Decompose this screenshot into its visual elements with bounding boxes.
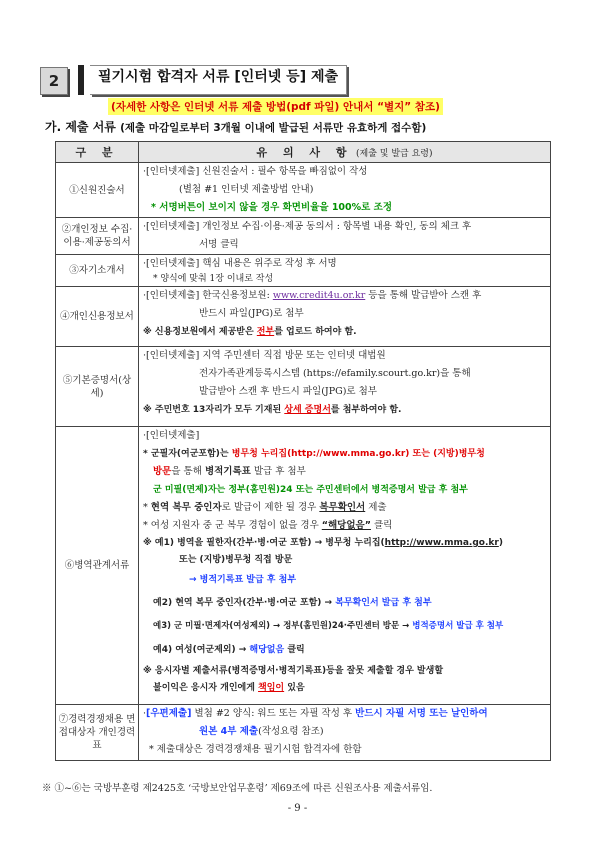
row-notes: ·[인터넷제출] 한국신용정보원: www.credit4u.or.kr 등을 통해 발급받아 스캔 후 반드시 파일(JPG)로 첨부 ※ 신용정보원에서 제공받은 전부를 업로드 하여야 함. — [139, 287, 551, 347]
table-row — [56, 705, 551, 761]
row-notes: ·[우편제출] 별첨 #2 양식: 워드 또는 자필 작성 후 반드시 자필 서명 또는 날인하여 원본 4부 제출(작성요령 참조) * 제출대상은 경력경쟁채용 필기시험 합격자에 한함 — [139, 705, 551, 761]
row-category: ⑦경력경쟁채용 면접대상자 개인경력표 — [56, 705, 139, 761]
footnote: ※ ①~⑥는 국방부훈령 제2425호 ‘국방보안업무훈령’ 제69조에 따른 신원조사용 제출서류임. — [42, 783, 433, 794]
page-number: - 9 - — [287, 803, 308, 814]
documents-table — [55, 141, 551, 761]
table-row — [56, 255, 551, 287]
table-row — [56, 287, 551, 347]
notice-banner: (자세한 사항은 인터넷 서류 제출 방법(pdf 파일) 안내서 “별지” 참조) — [108, 98, 443, 115]
header-notes: 유 의 사 항 (제출 및 발급 요령) — [139, 142, 551, 163]
header-category: 구 분 — [56, 142, 139, 163]
mma-link[interactable]: http://www.mma.go.kr — [384, 538, 499, 548]
section-number: 2 — [40, 67, 68, 95]
row-notes: ·[인터넷제출] * 군필자(여군포함)는 병무청 누리집(http://www.mma.go.kr) 또는 (지방)병무청 방문을 통해 병적기록표 발급 후 첨부 군 미필(면제)자는 정부(홈민원)24 또는 주민센터에서 병적증명서 발급 후 첨부 * 현역 복무 중인자로 발급이 제한 될 경우 복무확인서 제출 * 여성 지원자 중 군 복무 경험이 없을 경우 “해당없음” 클릭 ※ 예1) 병역을 필한자(간부·병·여군 포함) → 병무청 누리집(http://www.mma.go.kr) 또는 (지방)병무청 직접 방문 → 병적기록표 발급 후 첨부 예2) 현역 복무 중인자(간부·병·여군 포함) → 복무확인서 발급 후 첨부 예3) 군 미필·면제자(여성제외) → 정부(홈민원)24·주민센터 방문 → 병적증명서 발급 후 첨부 예4) 여성(여군제외) → 해당없음 클릭 ※ 응시자별 제출서류(병적증명서·병적기록표)등을 잘못 제출할 경우 발생할 불이익은 응시자 개인에게 책임이 있음 — [139, 427, 551, 705]
subheading — [45, 118, 426, 135]
row-category: ②개인정보 수집·이용·제공동의서 — [56, 218, 139, 255]
table-row — [56, 163, 551, 218]
row-notes: ·[인터넷제출] 핵심 내용은 위주로 작성 후 서명 * 양식에 맞춰 1장 이내로 작성 — [139, 255, 551, 287]
row-notes: ·[인터넷제출] 개인정보 수집·이용·제공 동의서 : 항목별 내용 확인, 동의 체크 후 서명 클릭 — [139, 218, 551, 255]
section-title: 필기시험 합격자 서류 [인터넷 등] 제출 — [90, 65, 347, 95]
table-row — [56, 218, 551, 255]
section-header — [40, 65, 360, 95]
row-category: ①신원진술서 — [56, 163, 139, 218]
row-category: ⑥병역관계서류 — [56, 427, 139, 705]
row-category: ④개인신용정보서 — [56, 287, 139, 347]
table-row — [56, 427, 551, 705]
subheading-label: 가. 제출 서류 — [45, 120, 116, 134]
row-notes: ·[인터넷제출] 지역 주민센터 직접 방문 또는 인터넷 대법원 전자가족관계등록시스템 (https://efamily.scourt.go.kr)을 통해 발급받아 스캔 후 반드시 파일(JPG)로 첨부 ※ 주민번호 13자리가 모두 기재된 상세 증명서를 첨부하여야 함. — [139, 347, 551, 427]
credit-link[interactable]: www.credit4u.or.kr — [272, 290, 366, 301]
table-header-row — [56, 142, 551, 163]
table-row — [56, 347, 551, 427]
subheading-note: (제출 마감일로부터 3개월 이내에 발급된 서류만 유효하게 접수함) — [120, 122, 427, 134]
row-category: ③자기소개서 — [56, 255, 139, 287]
row-category: ⑤기본증명서(상세) — [56, 347, 139, 427]
row-notes: ·[인터넷제출] 신원진술서 : 필수 항목을 빠짐없이 작성 (별첨 #1 인터넷 제출방법 안내) * 서명버튼이 보이지 않을 경우 화면비율을 100%로 조정 — [139, 163, 551, 218]
section-bar — [78, 65, 84, 95]
